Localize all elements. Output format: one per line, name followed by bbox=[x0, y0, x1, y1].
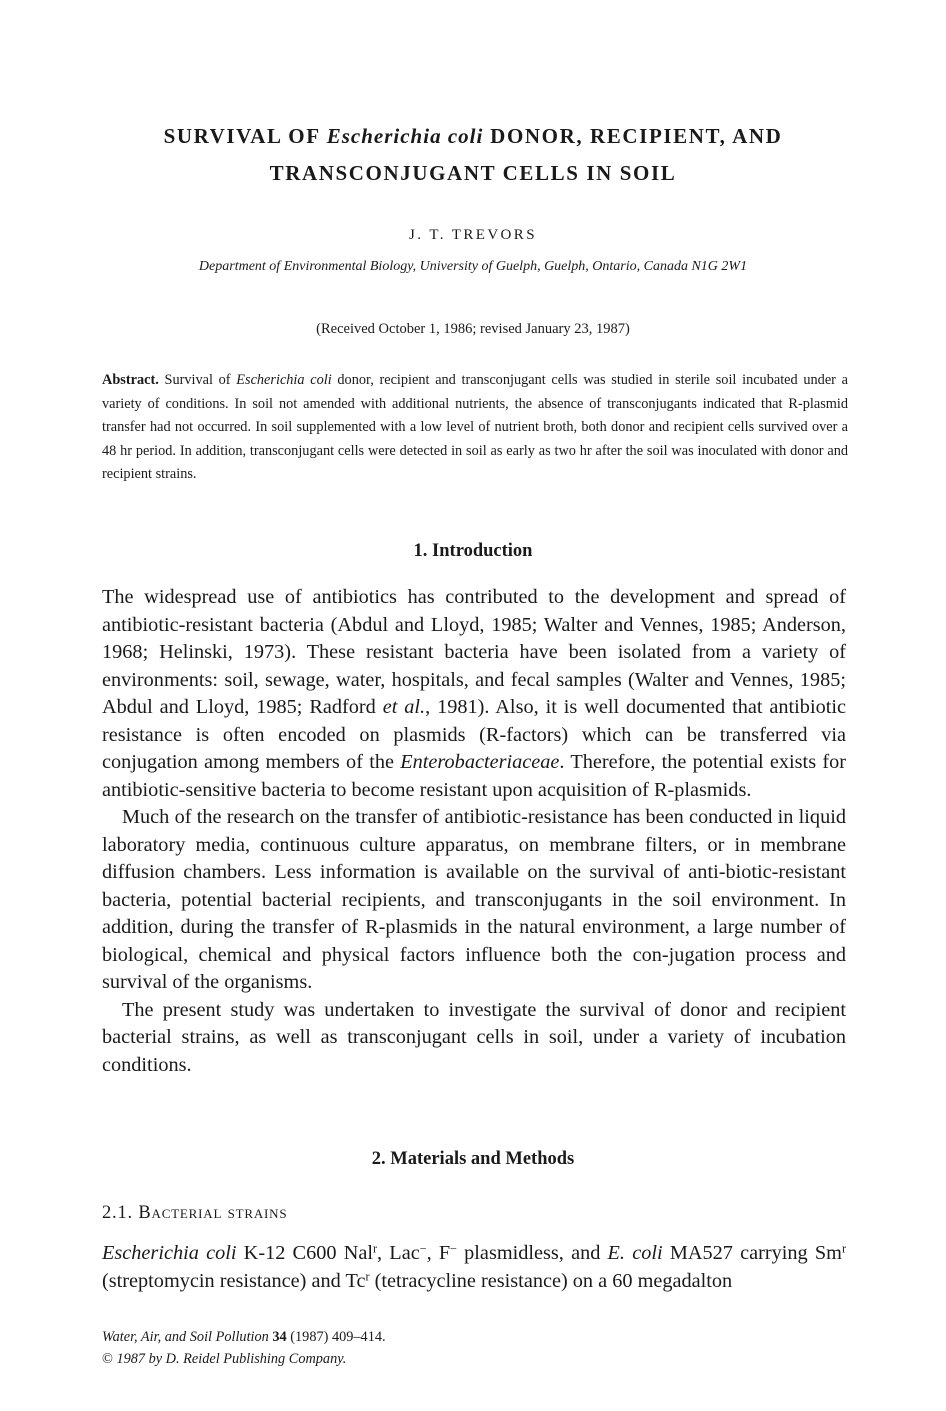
journal-citation: Water, Air, and Soil Pollution 34 (1987) 409–414. bbox=[102, 1329, 386, 1345]
abstract-label: Abstract. bbox=[102, 372, 159, 388]
footer-citation bbox=[102, 1326, 386, 1370]
section-heading-methods: 2. Materials and Methods bbox=[371, 1149, 575, 1169]
paper-title bbox=[0, 118, 946, 192]
author: J. T. TREVORS bbox=[409, 227, 537, 243]
abstract: Abstract. Survival of Escherichia coli donor, recipient and transconjugant cells was studied in sterile soil incubated under a variety of conditions. In soil not amended with additional nutrients, the absence of transconjugants indicated that R-plasmid transfer had not occurred. In soil supplemented with a low level of nutrient broth, both donor and recipient cells survived over a 48 hr period. In addition, transconjugant cells were detected in soil as early as two hr after the soil was inoculated with donor and recipient strains. bbox=[102, 372, 848, 482]
intro-paragraph-2: Much of the research on the transfer of antibiotic-resistance has been conducted in liquid laboratory media, continuous culture apparatus, on membrane filters, or in membrane diffusion chambers. Less information is available on the survival of anti-biotic-resistant bacteria, potential bacterial recipients, and transconjugants in the soil environment. In addition, during the transfer of R-plasmids in the natural environment, a large number of biological, chemical and physical factors influence both the con-jugation process and survival of the organisms. bbox=[102, 806, 846, 993]
subsection-heading-strains: 2.1. Bacterial strains bbox=[102, 1203, 288, 1223]
title-line-2: TRANSCONJUGANT CELLS IN SOIL bbox=[269, 161, 677, 185]
title-species: Escherichia coli bbox=[326, 124, 484, 148]
intro-paragraph-1: The widespread use of antibiotics has contributed to the development and spread of antibiotic-resistant bacteria (Abdul and Lloyd, 1985; Walter and Vennes, 1985; Anderson, 1968; Helinski, 1973). These resistant bacteria have been isolated from a variety of environments: soil, sewage, water, hospitals, and fecal samples (Walter and Vennes, 1985; Abdul and Lloyd, 1985; Radford et al., 1981). Also, it is well documented that antibiotic resistance is often encoded on plasmids (R-factors) which can be transferred via conjugation among members of the Enterobacteriaceae. Therefore, the potential exists for antibiotic-sensitive bacteria to become resistant upon acquisition of R-plasmids. bbox=[102, 586, 846, 801]
title-line-1: SURVIVAL OF Escherichia coli DONOR, RECIPIENT, AND bbox=[163, 124, 783, 148]
strains-paragraph: Escherichia coli K-12 C600 Nal$^r$, Lac−, F− plasmidless, and E. coli MA527 carrying Sm$^r$ (streptomycin resistance) and Tc$^r$ (tetracycline resistance) on a 60 megadalton bbox=[102, 1241, 846, 1292]
section-heading-introduction: 1. Introduction bbox=[413, 541, 533, 561]
received-dates: (Received October 1, 1986; revised January 23, 1987) bbox=[316, 321, 630, 337]
introduction-body bbox=[102, 584, 846, 1079]
affiliation: Department of Environmental Biology, University of Guelph, Guelph, Ontario, Canada N1G 2W1 bbox=[198, 259, 748, 274]
intro-paragraph-3: The present study was undertaken to investigate the survival of donor and recipient bacterial strains, as well as transconjugant cells in soil, under a variety of incubation conditions. bbox=[102, 998, 846, 1076]
copyright-line: © 1987 by D. Reidel Publishing Company. bbox=[102, 1351, 347, 1367]
